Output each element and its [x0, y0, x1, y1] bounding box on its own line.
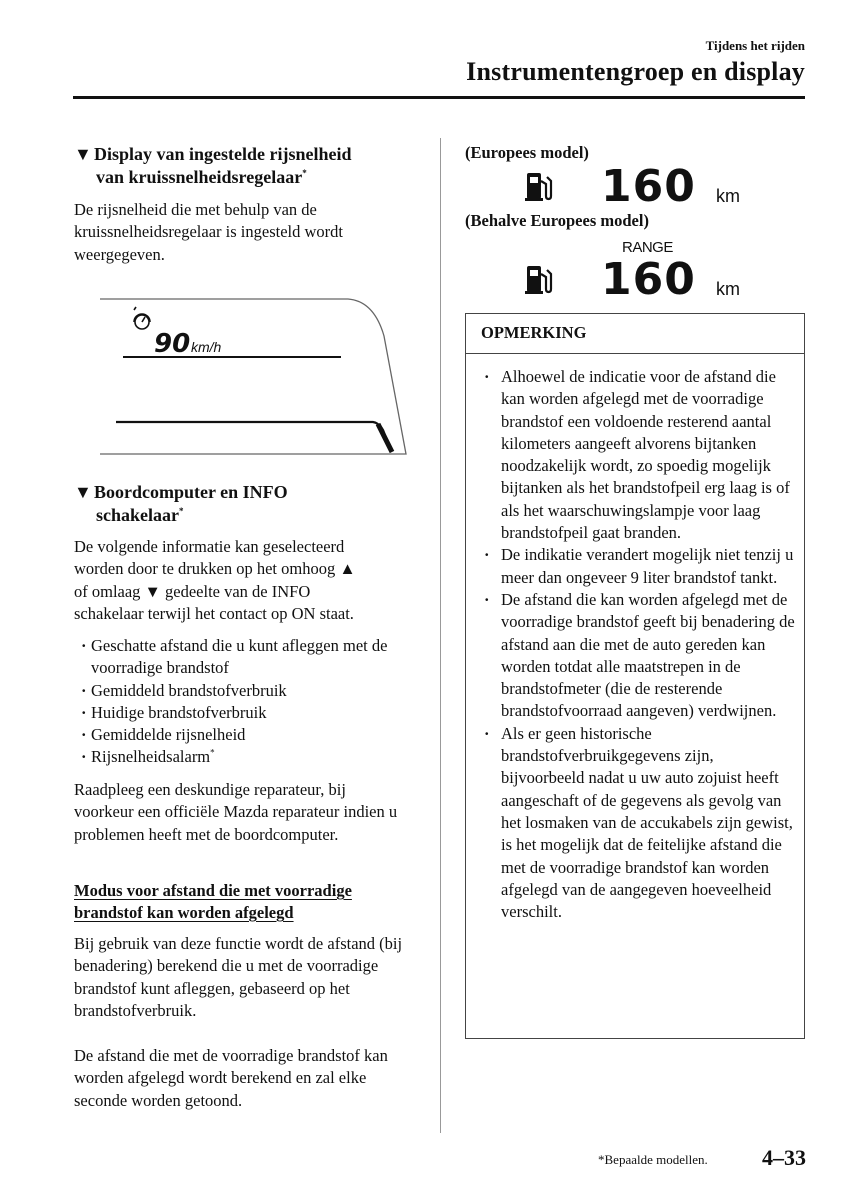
- triangle-down-icon: ▼: [74, 482, 92, 502]
- note-list-wrapper: [479, 366, 799, 923]
- info-options-list: [74, 635, 404, 769]
- sub-heading-line: Modus voor afstand die met voorradige: [74, 881, 352, 900]
- paragraph-line: of omlaag ▼ gedeelte van de INFO: [74, 581, 311, 601]
- display-bar-end: [378, 424, 392, 452]
- triangle-down-icon: ▼: [74, 144, 92, 164]
- display-bar: [116, 422, 391, 451]
- list-item: · Huidige brandstofverbruik: [74, 702, 404, 724]
- list-item: · Geschatte afstand die u kunt afleggen met de voorradige brandstof: [74, 635, 404, 680]
- set-speed-value: 90: [154, 329, 191, 359]
- note-title: OPMERKING: [481, 323, 587, 342]
- footnote-marker: *: [179, 506, 184, 516]
- paragraph: Raadpleeg een deskundige reparateur, bij voorkeur een officiële Mazda reparateur indien u problemen heeft met de boordcomputer.: [74, 780, 398, 844]
- list-item: [74, 746, 404, 768]
- model-label-other: (Behalve Europees model): [465, 211, 649, 230]
- heading-line: van kruissnelheidsregelaar: [96, 167, 303, 187]
- list-item-text: Rijsnelheidsalarm: [91, 747, 211, 767]
- set-speed-unit: km/h: [191, 339, 222, 355]
- page-number: 4–33: [762, 1145, 806, 1170]
- paragraph: De rijsnelheid die met behulp van de kruissnelheidsregelaar is ingesteld wordt weergegeven.: [74, 200, 343, 264]
- paragraph: De afstand die met de voorradige brandstof kan worden afgelegd wordt berekend en zal elke seconde worden getoond.: [74, 1046, 388, 1110]
- note-item: · Alhoewel de indicatie voor de afstand die kan worden afgelegd met de voorradige brandstof een voldoende resterend aantal kilometers aangeeft alvorens bijtanken noodzakelijk wordt, zo spoedig mogelijk bijtanken als het brandstofpeil erg laag is of als het waarschuwingslampje voor laag brandstofpeil gaat branden.: [479, 366, 799, 544]
- sub-heading-range-mode: [74, 880, 424, 924]
- header-rule: [73, 96, 805, 99]
- heading-line: Boordcomputer en INFO: [94, 482, 288, 502]
- model-label-europe: (Europees model): [465, 143, 589, 162]
- heading-line: schakelaar: [96, 505, 179, 525]
- note-header: [466, 314, 804, 354]
- heading-line: Display van ingestelde rijsnelheid: [94, 144, 352, 164]
- fuel-pump-icon: [525, 169, 553, 203]
- note-item: · Als er geen historische brandstofverbruikgegevens zijn, bijvoorbeeld nadat u uw auto zojuist heeft aangeschaft of de gegevens als gevolg van het losmaken van de accukabels zijn gewist, is het mogelijk dat de feitelijke afstand die met de voorradige brandstof kan worden afgelegd van de aangegeven hoeveelheid verschilt.: [479, 723, 799, 924]
- heading-cruise-display: [74, 143, 434, 189]
- fuel-pump-icon: [525, 262, 553, 296]
- display-outline: [100, 299, 406, 454]
- range-value-other: 160: [601, 254, 696, 305]
- footnote: *Bepaalde modellen.: [598, 1152, 708, 1167]
- note-item: · De afstand die kan worden afgelegd met de voorradige brandstof geeft bij benadering de afstand aan die met de auto gereden kan worden totdat alle maatstrepen in de brandstofmeter (die de resterende brandstofvoorraad aangeven) verdwijnen.: [479, 589, 799, 723]
- heading-trip-computer: [74, 481, 434, 527]
- footnote-marker: *: [302, 168, 307, 178]
- paragraph-line: worden door te drukken op het omhoog ▲: [74, 559, 356, 579]
- list-item: · Gemiddeld brandstofverbruik: [74, 680, 404, 702]
- note-list: [479, 366, 799, 923]
- paragraph-line: De volgende informatie kan geselecteerd: [74, 537, 345, 556]
- page-title: Instrumentengroep en display: [466, 57, 805, 86]
- cruise-speed-display-illustration: [98, 296, 408, 462]
- cruise-control-icon: [134, 307, 150, 329]
- paragraph: Bij gebruik van deze functie wordt de afstand (bij benadering) berekend die u met de voorradige brandstof kunt afleggen, gebaseerd op het brandstofverbruik.: [74, 934, 403, 1020]
- range-label: RANGE: [622, 239, 673, 256]
- section-label: Tijdens het rijden: [705, 38, 805, 53]
- paragraph: [74, 536, 424, 625]
- note-item: · De indikatie verandert mogelijk niet tenzij u meer dan ongeveer 9 liter brandstof tankt.: [479, 544, 799, 589]
- note-box: [465, 313, 805, 1039]
- paragraph-line: schakelaar terwijl het contact op ON staat.: [74, 603, 354, 623]
- range-value-europe: 160: [601, 161, 696, 212]
- column-divider: [440, 138, 441, 1133]
- list-item: · Gemiddelde rijsnelheid: [74, 724, 404, 746]
- sub-heading-line: brandstof kan worden afgelegd: [74, 903, 294, 922]
- range-unit-other: km: [716, 279, 740, 299]
- footnote-marker: *: [210, 747, 215, 758]
- range-unit-europe: km: [716, 186, 740, 206]
